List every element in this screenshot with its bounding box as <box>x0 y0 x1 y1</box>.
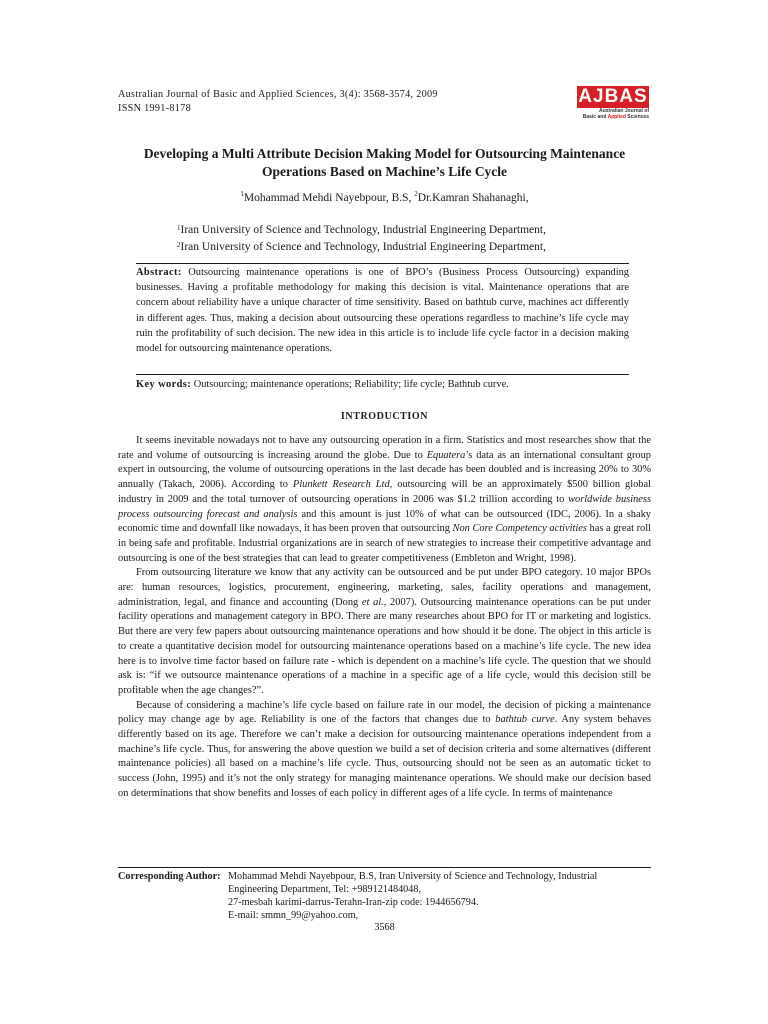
paper-title <box>118 145 651 181</box>
logo-subtitle-2: Basic and Applied Sciences <box>582 114 649 120</box>
abstract-text: Outsourcing maintenance operations is one of BPO’s (Business Process Outsourcing) expanding businesses. Having a profitable methodology for making this decision is vital. Maintenance operations that are concern about reliability have a unique character of time sensitivity. Based on bathtub curve, machines act differently in different ages. Thus, making a decision about outsourcing these operations regardless to machine’s life cycle may ruin the profitability of such decision. The new idea in this article is to include life cycle factor in a decision making model for outsourcing maintenance operations. <box>136 267 629 355</box>
corr-label: Corresponding Author: <box>118 871 221 882</box>
footer-rule <box>118 867 651 868</box>
issn: ISSN 1991-8178 <box>118 103 191 114</box>
abstract-top-rule <box>136 263 629 264</box>
title-line-1: Developing a Multi Attribute Decision Making Model for Outsourcing Maintenance <box>143 146 626 161</box>
author-1: Mohammad Mehdi Nayebpour, B.S, <box>243 192 415 204</box>
page-number: 3568 <box>374 922 395 933</box>
paragraph-1: It seems inevitable nowadays not to have any outsourcing operation in a firm. Statistics and most researches show that the rate and volume of outsourcing is increasing around the globe. Due to Equatera’s data as an international consultant group expert in outsourcing, the volume of outsourcing operations in the last decade has been doubled and is increasing 20% to 30% annually (Takach, 2006). According to Plunkett Research Ltd, outsourcing will be an approximately $500 billion global industry in 2009 and the total turnover of outsourcing operations in 2006 was $1.2 trillion according to worldwide business process outsourcing forecast and analysis and this amount is just 10% of what can be outsourced (IDC, 2006). In a shaky economic time and downfall like nowadays, it has been proven that outsourcing Non Core Competency activities has a great roll in being safe and profitable. Industrial organizations are in search of new strategies to increase their competitive advantage and outsourcing is one of the best strategies that can lead to greater competitiveness (Embleton and Wright, 1998). <box>118 435 652 564</box>
journal-citation: Australian Journal of Basic and Applied Sciences, 3(4): 3568-3574, 2009 <box>118 89 438 100</box>
author-list <box>118 192 651 204</box>
corr-details: Mohammad Mehdi Nayebpour, B.S, Iran University of Science and Technology, Industrial Engineering Department, Tel: +989121484048, 27-mesbah karimi-darrus-Terahn-Iran-zip code: 1944656794. E-mail: smmn_99@yahoo.com, <box>228 871 598 921</box>
author-2-sup: 2 <box>414 190 418 198</box>
abstract-label: Abstract: <box>136 267 182 278</box>
keywords-label: Key words: <box>136 379 192 390</box>
author-1-sup: 1 <box>240 190 244 198</box>
paragraph-2: From outsourcing literature we know that any activity can be outsourced and be put under BPO category. 10 major BPOs are: human resources, logistics, procurement, engineering, marketing, sales, facility operations and management, administration, legal, and finance and accounting (Dong et al., 2007). Outsourcing maintenance operations can be put under facility operations and management category in BPO. There are many researches about BPO for IT or marketing and logistics. But there are very few papers about outsourcing maintenance operations and how should it be done. The object in this article is to create a quantitative decision model for outsourcing maintenance operations based on a machine’s life cycle. The new idea here is to involve time factor based on failure rate - which is dependent on a machine’s life cycle. The question that we should ask is: “if we outsource maintenance operations of a machine in a specific age of a life cycle, would this decision still be profitable when the age changes?”. <box>118 567 651 696</box>
logo-text: AJBAS <box>578 86 648 107</box>
affiliations <box>177 222 546 256</box>
keywords-text: Outsourcing; maintenance operations; Reliability; life cycle; Bathtub curve. <box>191 379 509 390</box>
journal-logo <box>577 86 649 122</box>
affiliation-2: $^2$Iran University of Science and Technology, Industrial Engineering Department, <box>177 241 546 253</box>
affiliation-1: $^1$Iran University of Science and Technology, Industrial Engineering Department, <box>177 224 546 236</box>
abstract <box>136 265 629 356</box>
keywords <box>136 379 629 390</box>
section-heading-introduction: INTRODUCTION <box>340 411 429 422</box>
abstract-bottom-rule <box>136 374 629 375</box>
paragraph-3: Because of considering a machine’s life cycle based on failure rate in our model, the decision of picking a maintenance policy may change age by age. Reliability is one of the factors that changes due to bathtub curve. Any system behaves differently based on its age. Therefore we can’t make a decision for outsourcing maintenance operations independent from a machine’s life cycle. Thus, for answering the above question we build a set of decision criteria and some alternatives (different maintenance policies) all based on a machine’s life cycle. Thus, outsourcing should not be seen as an automatic ticket to success (John, 1995) and it’s not the only strategy for managing maintenance operations. We should make our decision based on determinations that show benefits and losses of each policy in different ages of a life cycle. In terms of maintenance <box>118 699 651 799</box>
logo-subtitle-1: Australian Journal of <box>598 108 649 114</box>
body-text <box>118 434 651 802</box>
title-line-2: Operations Based on Machine’s Life Cycle <box>261 164 508 179</box>
author-2: Dr.Kamran Shahanaghi, <box>417 192 529 204</box>
